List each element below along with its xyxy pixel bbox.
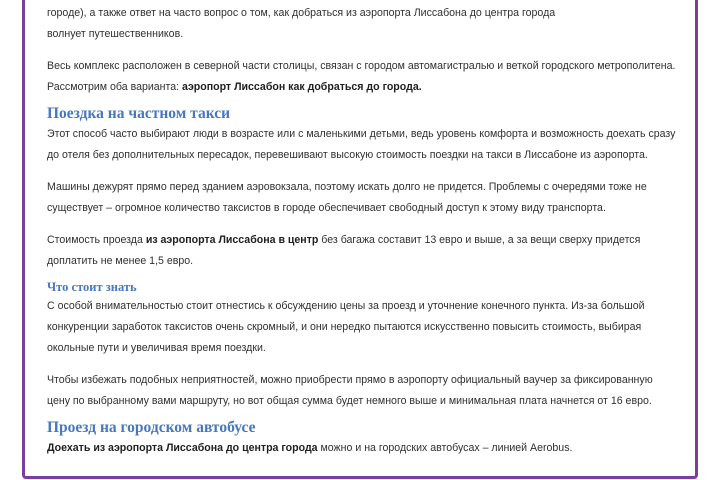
paragraph-taxi-2: Машины дежурят прямо перед зданием аэровокзала, поэтому искать долго не придется. Проблемы с очередями тоже не существует – огромное количество таксистов в городе обеспечивает свободный доступ к этому виду транспорта.	[47, 181, 647, 214]
intro-line-2: волнует путешественников.	[47, 28, 184, 40]
bus-text: можно и на городских автобусах – линией Aerobus.	[317, 442, 573, 454]
intro-paragraph	[47, 0, 677, 45]
paragraph-know-2: Чтобы избежать подобных неприятностей, можно приобрести прямо в аэропорту официальный ваучер за фиксированную цену по выбранному вами маршруту, но вот общая сумма будет немного выше и минимальная плата начнется от 16 евро.	[47, 374, 653, 407]
paragraph-know-1: С особой внимательностью стоит отнестись к обсуждению цены за проезд и уточнение конечного пункта. Из-за большой конкуренции заработок таксистов очень скромный, и они нередко пытаются искусственно повысить стоимость, выбирая окольные пути и увеличивая время поездки.	[47, 300, 645, 354]
paragraph-taxi-price	[47, 230, 677, 272]
heading-what-to-know: Что стоит знать	[47, 280, 137, 294]
taxi-price-bold: из аэропорта Лиссабона в центр	[145, 234, 319, 246]
taxi-price-text-b: без багажа составит 13 евро и выше, а за вещи сверху придется доплатить не менее 1,5 евро.	[47, 234, 641, 267]
paragraph-location	[47, 56, 677, 98]
heading-bus: Проезд на городском автобусе	[47, 419, 256, 436]
document-frame	[22, 0, 698, 479]
article-body	[47, 0, 677, 459]
heading-taxi: Поездка на частном такси	[47, 105, 231, 122]
bus-bold: Доехать из аэропорта Лиссабона до центра города	[47, 442, 318, 454]
paragraph-location-bold: аэропорт Лиссабон как добраться до города.	[182, 81, 422, 93]
paragraph-location-text: Весь комплекс расположен в северной части столицы, связан с городом автомагистралью и веткой городского метрополитена. Рассмотрим оба варианта:	[47, 60, 676, 93]
paragraph-bus	[47, 438, 677, 459]
intro-line-1: городе), а также ответ на часто вопрос о том, как добраться из аэропорта Лиссабона до центра города	[47, 7, 556, 19]
paragraph-taxi-1: Этот способ часто выбирают люди в возрасте или с маленькими детьми, ведь уровень комфорта и возможность доехать сразу до отеля без дополнительных пересадок, перевешивают высокую стоимость поездки на такси в Лиссабоне из аэропорта.	[47, 128, 676, 161]
taxi-price-text-a: Стоимость проезда	[47, 234, 146, 246]
